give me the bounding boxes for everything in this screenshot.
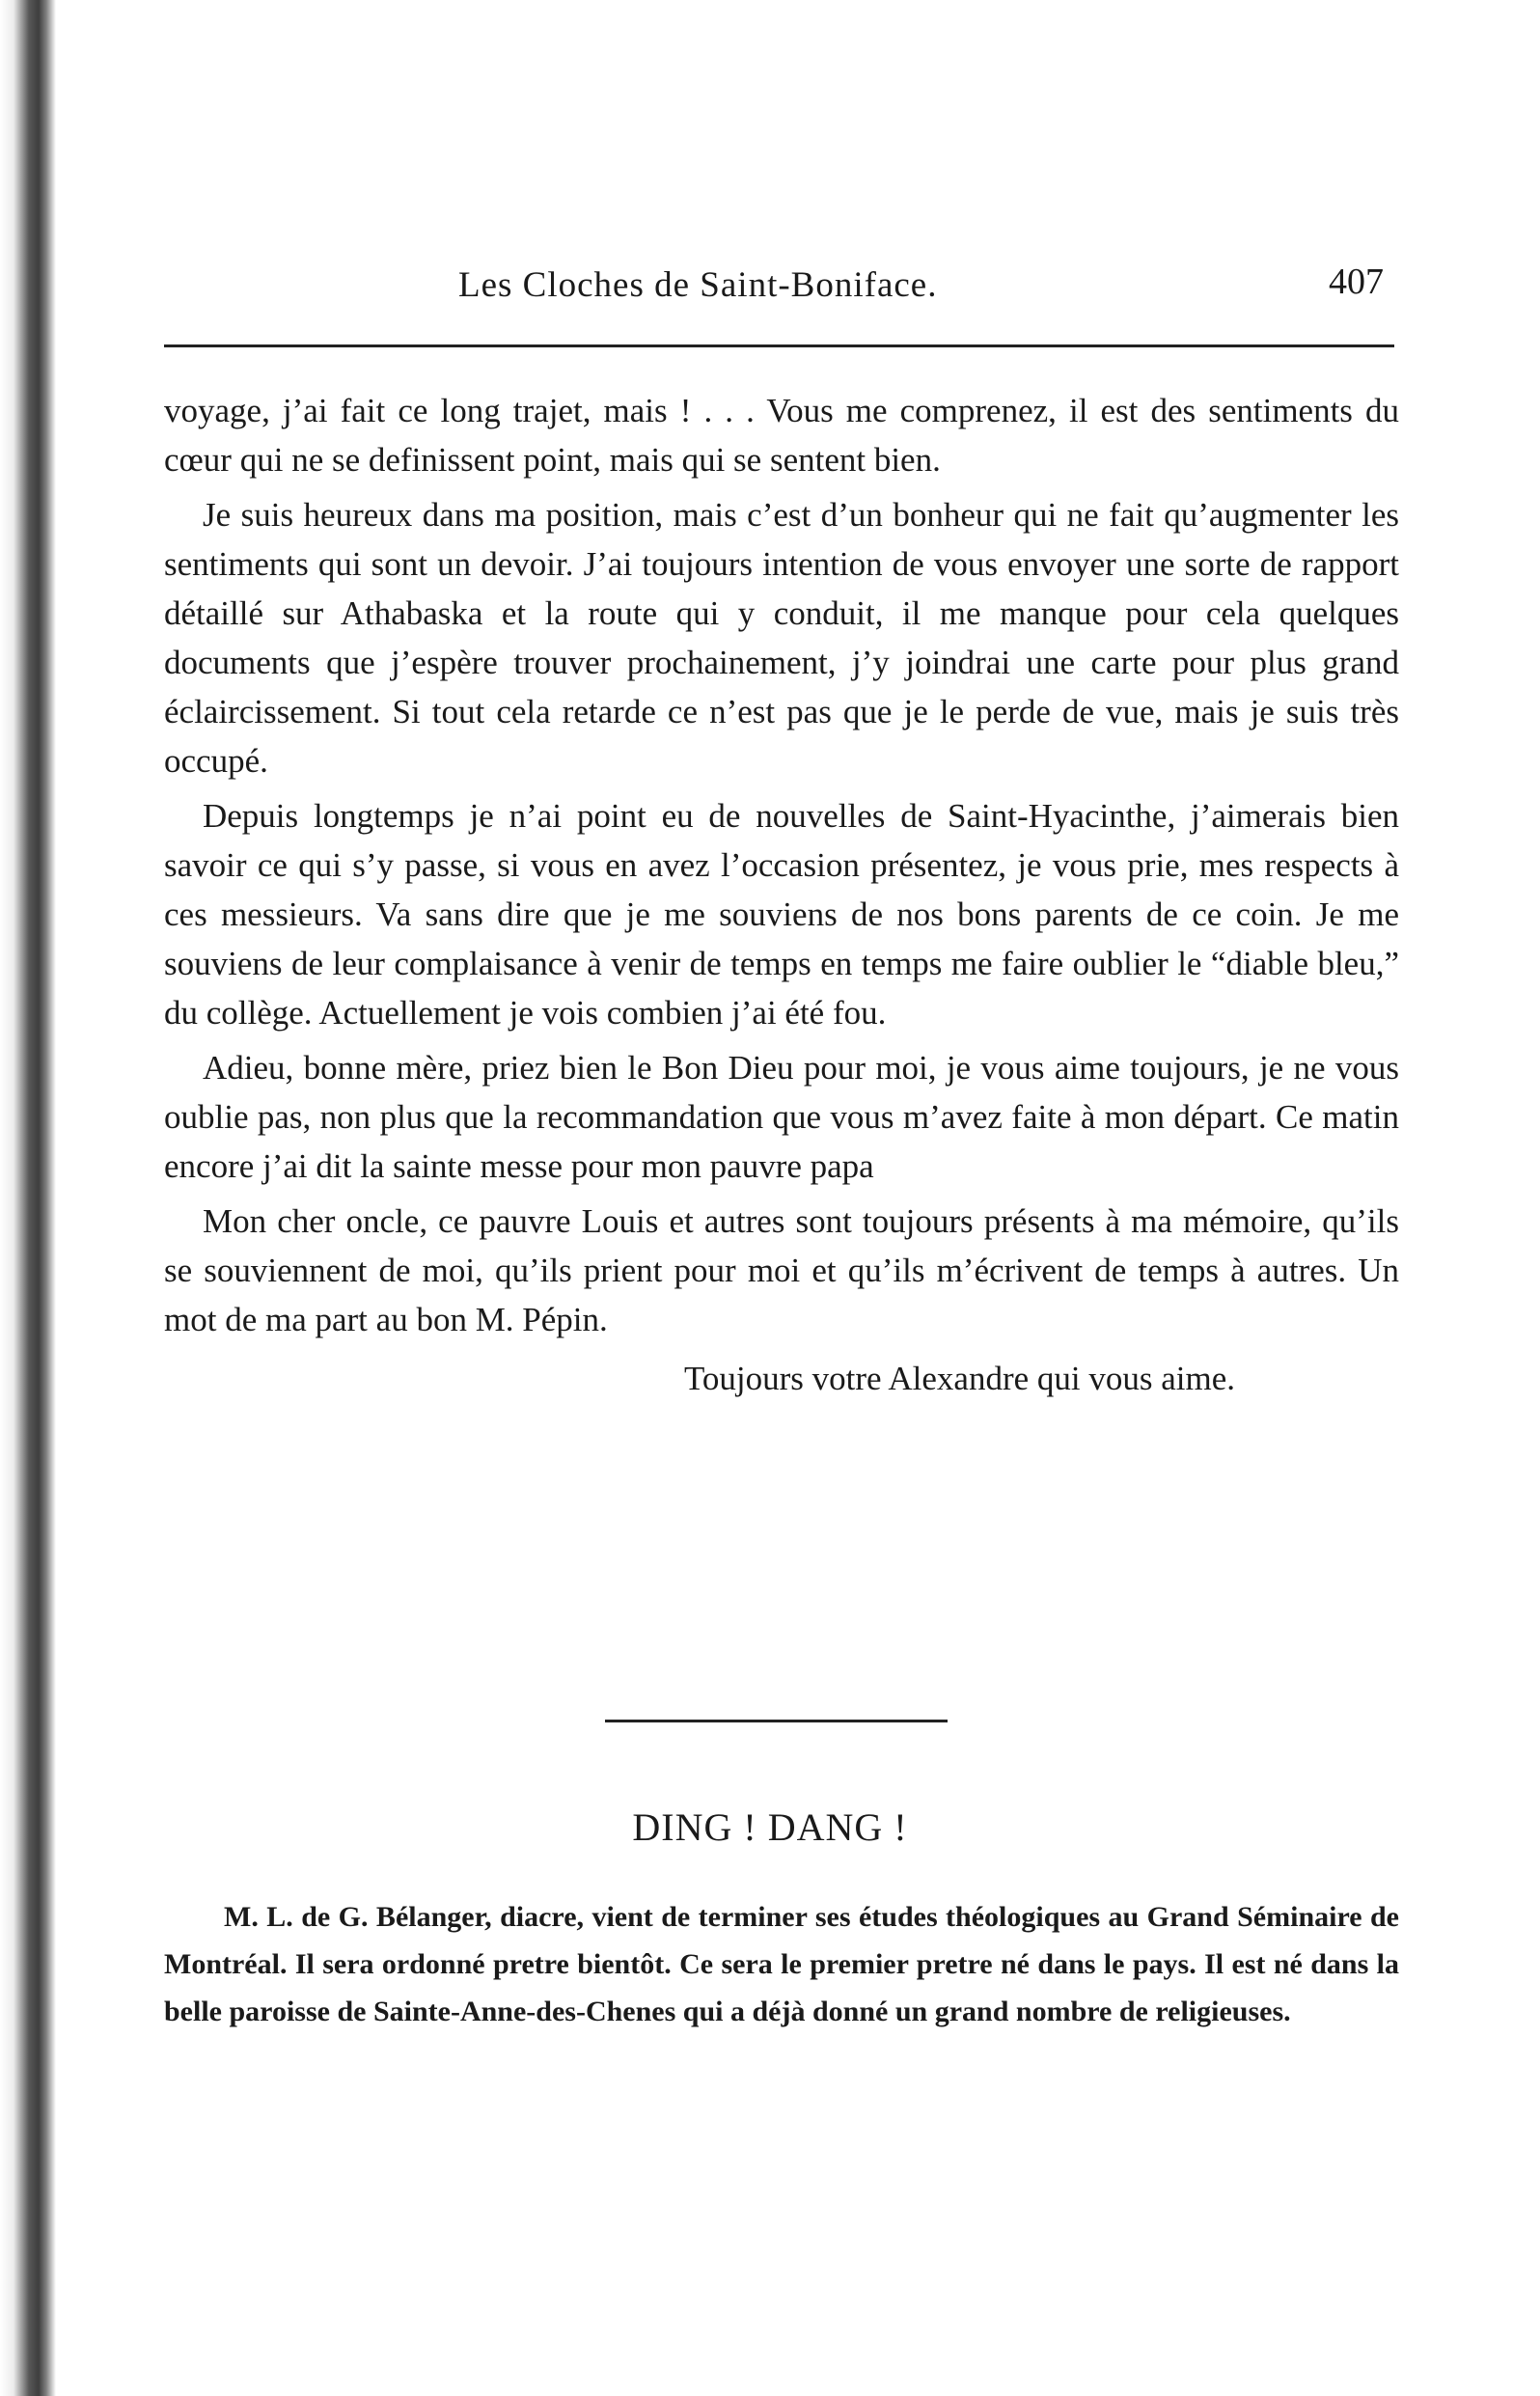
section-notice: M. L. de G. Bélanger, diacre, vient de terminer ses études théologiques au Grand Séminaire de Montréal. Il sera ordonné pretre bientôt. Ce sera le premier pretre né dans le pays. Il est né dans la belle paroisse de Sainte-Anne-des-Chenes qui a déjà donné un grand nombre de religieuses. bbox=[164, 1901, 1399, 2027]
section-title: DING ! DANG ! bbox=[632, 1805, 908, 1849]
binding-edge bbox=[0, 0, 56, 2396]
letter-paragraph: Mon cher oncle, ce pauvre Louis et autres sont toujours présents à ma mémoire, qu’ils se souviennent de moi, qu’ils prient pour moi et qu’ils m’écrivent de temps à autres. Un mot de ma part au bon M. Pépin. bbox=[164, 1202, 1399, 1338]
page-header bbox=[164, 261, 1399, 318]
letter-body bbox=[164, 386, 1399, 1409]
section-divider bbox=[605, 1720, 948, 1722]
letter-paragraph: voyage, j’ai fait ce long trajet, mais ! . . . Vous me comprenez, il est des sentiments du cœur qui ne se definissent point, mais qui se sentent bien. bbox=[164, 392, 1399, 479]
letter-paragraph: Je suis heureux dans ma position, mais c’est d’un bonheur qui ne fait qu’augmenter les sentiments qui sont un devoir. J’ai toujours intention de vous envoyer une sorte de rapport détaillé sur Athabaska et la route qui y conduit, il me manque pour cela quelques documents que j’espère trouver prochainement, j’y joindrai une carte pour plus grand éclaircissement. Si tout cela retarde ce n’est pas que je le perde de vue, mais je suis très occupé. bbox=[164, 496, 1399, 780]
letter-paragraph: Depuis longtemps je n’ai point eu de nouvelles de Saint-Hyacinthe, j’aimerais bien savoir ce qui s’y passe, si vous en avez l’occasion présentez, je vous prie, mes respects à ces messieurs. Va sans dire que je me souviens de nos bons parents de ce coin. Je me souviens de leur complaisance à venir de temps en temps me faire oublier le “diable bleu,” du collège. Actuellement je vois combien j’ai été fou. bbox=[164, 797, 1399, 1032]
letter-paragraph: Adieu, bonne mère, priez bien le Bon Dieu pour moi, je vous aime toujours, je ne vous oublie pas, non plus que la recommandation que vous m’avez faite à mon départ. Ce matin encore j’ai dit la sainte messe pour mon pauvre papa bbox=[164, 1049, 1399, 1185]
header-rule bbox=[164, 344, 1394, 347]
letter-signature: Toujours votre Alexandre qui vous aime. bbox=[683, 1360, 1235, 1397]
page-number: 407 bbox=[1329, 262, 1384, 302]
running-title: Les Cloches de Saint-Boniface. bbox=[458, 265, 938, 305]
